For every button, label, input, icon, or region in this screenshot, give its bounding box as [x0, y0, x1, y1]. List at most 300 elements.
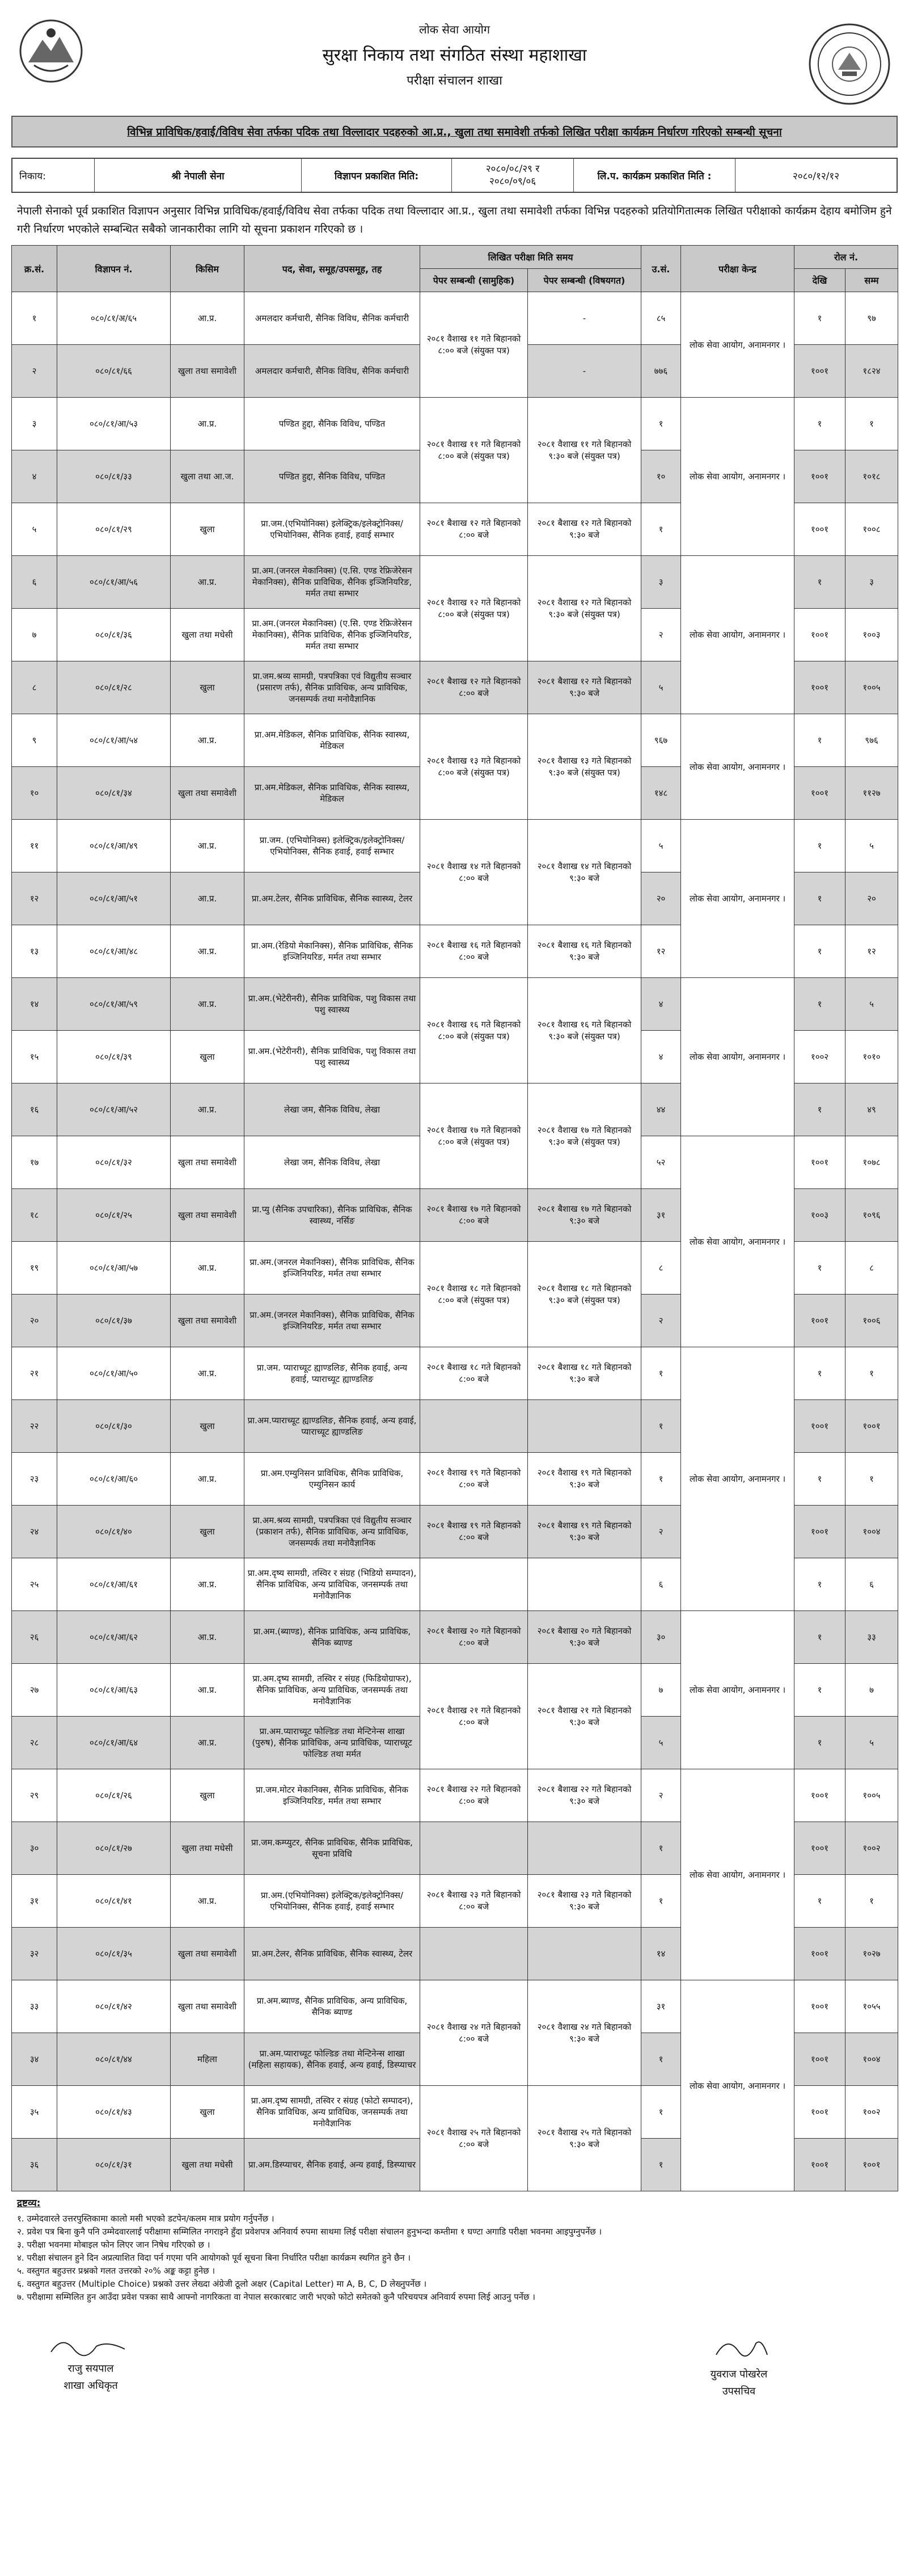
cell-candidates: १ [641, 2033, 681, 2086]
cell-center: लोक सेवा आयोग, अनामनगर । [681, 292, 794, 398]
cell-candidates: १ [641, 2086, 681, 2139]
cell-paper1: २०८१ बैशाख १८ गते बिहानको ८:०० बजे [420, 1347, 528, 1400]
prog-date-label: लि.प. कार्यक्रम प्रकाशित मिति : [574, 159, 735, 192]
cell-post: प्रा.अम.ब्याण्ड, सैनिक प्राविधिक, अन्य प्राविधिक, सैनिक ब्याण्ड [244, 1980, 420, 2033]
cell-paper2: २०८१ बैशाख २० गते बिहानको ९:३० बजे [528, 1611, 641, 1664]
cell-candidates: २ [641, 609, 681, 661]
cell-paper2: २०८१ वैशाख ११ गते बिहानको ९:३० बजे (संयुक्त पत्र) [528, 398, 641, 503]
cell-sn: ७ [12, 609, 57, 661]
cell-post: प्रा.अम.मेडिकल, सैनिक प्राविधिक, सैनिक स्वास्थ्य, मेडिकल [244, 767, 420, 820]
cell-type: आ.प्र. [171, 1242, 244, 1295]
cell-roll-from: १००१ [794, 1295, 845, 1347]
cell-type: खुला तथा समावेशी [171, 767, 244, 820]
notes-title: द्रष्टव्य: [17, 2198, 41, 2209]
cell-post: प्रा.जम.श्रव्य सामग्री, पत्रपत्रिका एवं विद्युतीय सञ्चार (प्रसारण तर्फ), सैनिक प्राविधिक, अन्य प्राविधिक, जनसम्पर्क तथा मनोवैज्ञानिक [244, 661, 420, 714]
adv-date-value [452, 159, 574, 192]
col-center: परीक्षा केन्द्र [681, 246, 794, 292]
cell-adv-no: ०८०/८१/आ/५७ [57, 1242, 171, 1295]
cell-paper2: २०८१ बैशाख १७ गते बिहानको ९:३० बजे [528, 1189, 641, 1242]
cell-paper1 [420, 1928, 528, 1980]
cell-roll-from: १००१ [794, 2033, 845, 2086]
adv-date-1: २०८०/०८/२९ र [485, 163, 540, 175]
note-item: १. उम्मेदवारले उत्तरपुस्तिकामा कालो मसी भएको डटपेन/कलम मात्र प्रयोग गर्नुपर्नेछ । [17, 2214, 274, 2224]
cell-sn: १७ [12, 1136, 57, 1189]
note-item: ५. वस्तुगत बहुउत्तर प्रश्नको गलत उत्तरको २०% अङ्क कट्टा हुनेछ । [17, 2266, 215, 2276]
cell-type: खुला तथा मधेसी [171, 2139, 244, 2191]
header-line1: लोक सेवा आयोग [418, 23, 491, 36]
cell-paper2 [528, 1400, 641, 1453]
cell-paper2 [528, 1822, 641, 1875]
note-item: ३. परीक्षा भवनमा मोबाइल फोन लिएर जान निषेध गरिएको छ । [17, 2240, 210, 2250]
cell-paper2: २०८१ बैशाख १९ गते बिहानको ९:३० बजे [528, 1506, 641, 1558]
cell-roll-to: १२ [845, 925, 898, 978]
cell-adv-no: ०८०/८१/३४ [57, 767, 171, 820]
cell-sn: २२ [12, 1400, 57, 1453]
cell-type: आ.प्र. [171, 872, 244, 925]
cell-roll-from: १००१ [794, 2086, 845, 2139]
header-line2: सुरक्षा निकाय तथा संगठित संस्था महाशाखा [322, 45, 587, 65]
cell-candidates: १ [641, 1400, 681, 1453]
cell-roll-from: १००१ [794, 661, 845, 714]
cell-center: लोक सेवा आयोग, अनामनगर । [681, 1136, 794, 1347]
cell-center: लोक सेवा आयोग, अनामनगर । [681, 1347, 794, 1611]
exam-schedule-table [11, 245, 898, 2191]
cell-roll-from: १००१ [794, 1980, 845, 2033]
table-row [12, 978, 898, 1031]
cell-sn: २० [12, 1295, 57, 1347]
cell-roll-to: ९७ [845, 292, 898, 345]
cell-roll-from: १००२ [794, 1031, 845, 1083]
cell-paper1: २०८१ वैशाख १२ गते बिहानको ८:०० बजे (संयुक्त पत्र) [420, 556, 528, 661]
cell-paper2: २०८१ वैशाख २४ गते बिहानको ९:३० बजे [528, 1980, 641, 2086]
cell-adv-no: ०८०/८१/आ/६२ [57, 1611, 171, 1664]
cell-roll-to: ५ [845, 1717, 898, 1769]
cell-sn: २५ [12, 1558, 57, 1611]
cell-type: खुला तथा मधेसी [171, 1822, 244, 1875]
header-line3: परीक्षा संचालन शाखा [407, 74, 502, 88]
cell-roll-to: ६ [845, 1558, 898, 1611]
cell-paper2: - [528, 345, 641, 398]
cell-paper2: २०८१ वैशाख १३ गते बिहानको ९:३० बजे (संयुक्त पत्र) [528, 714, 641, 820]
cell-adv-no: ०८०/८१/आ/५३ [57, 398, 171, 450]
cell-type: आ.प्र. [171, 714, 244, 767]
cell-center: लोक सेवा आयोग, अनामनगर । [681, 978, 794, 1136]
cell-roll-from: १००३ [794, 1189, 845, 1242]
col-roll-from: देखि [794, 269, 845, 292]
cell-sn: २६ [12, 1611, 57, 1664]
notice-title: विभिन्न प्राविधिक/हवाई/विविध सेवा तर्फका पदिक तथा विल्लादार पदहरुको आ.प्र., खुला तथा समावेशी तर्फको लिखित परीक्षा कार्यक्रम निर्धारण गरिएको सम्बन्धी सूचना [11, 116, 898, 147]
org-value: श्री नेपाली सेना [95, 159, 302, 192]
cell-roll-from: १००१ [794, 503, 845, 556]
cell-post: प्रा.जम.मोटर मेकानिक्स, सैनिक प्राविधिक, सैनिक इञ्जिनियरिङ, मर्मत तथा सम्भार [244, 1769, 420, 1822]
table-row [12, 1347, 898, 1400]
cell-center: लोक सेवा आयोग, अनामनगर । [681, 714, 794, 820]
cell-post: प्रा.अम.दृष्य सामग्री, तस्विर र संग्रह (फोटो सम्पादन), सैनिक प्राविधिक, अन्य प्राविधिक, जनसम्पर्क तथा मनोवैज्ञानिक [244, 2086, 420, 2139]
col-exam-time: लिखित परीक्षा मिति समय [420, 246, 641, 269]
signature-left-title: शाखा अधिकृत [64, 2380, 118, 2392]
cell-paper2: २०८१ वैशाख २१ गते बिहानको ९:३० बजे [528, 1664, 641, 1769]
cell-post: लेखा जम, सैनिक विविध, लेखा [244, 1136, 420, 1189]
cell-candidates: १ [641, 1453, 681, 1506]
cell-adv-no: ०८०/८१/आ/४९ [57, 820, 171, 872]
cell-paper1: २०८१ वैशाख १३ गते बिहानको ८:०० बजे (संयुक्त पत्र) [420, 714, 528, 820]
cell-roll-from: १००१ [794, 1506, 845, 1558]
cell-sn: १५ [12, 1031, 57, 1083]
cell-roll-to: १००३ [845, 609, 898, 661]
col-candidates: उ.सं. [641, 246, 681, 292]
cell-post: अमलदार कर्मचारी, सैनिक विविध, सैनिक कर्मचारी [244, 292, 420, 345]
cell-candidates: ४ [641, 1031, 681, 1083]
cell-roll-to: ८ [845, 1242, 898, 1295]
cell-sn: ३६ [12, 2139, 57, 2191]
table-row [12, 292, 898, 345]
cell-adv-no: ०८०/८१/४३ [57, 2086, 171, 2139]
cell-sn: १८ [12, 1189, 57, 1242]
cell-sn: ३५ [12, 2086, 57, 2139]
intro-paragraph: नेपाली सेनाको पूर्व प्रकाशित विज्ञापन अनुसार विभिन्न प्राविधिक/हवाई/विविध सेवा तर्फका पदिक तथा विल्लादार आ.प्र., खुला तथा समावेशी तर्फका विभिन्न पदहरुको प्रतियोगितात्मक लिखित परीक्षाको कार्यक्रम देहाय बमोजिम हुने गरी निर्धारण भएकोले सम्बन्धित सबैको जानकारीका लागि यो सूचना प्रकाशन गरिएको छ । [17, 205, 892, 235]
cell-candidates: ३१ [641, 1980, 681, 2033]
cell-roll-to: १००४ [845, 2033, 898, 2086]
cell-center: लोक सेवा आयोग, अनामनगर । [681, 1611, 794, 1769]
cell-sn: ८ [12, 661, 57, 714]
cell-paper1: २०८१ वैशाख २४ गते बिहानको ८:०० बजे [420, 1980, 528, 2086]
cell-roll-from: १ [794, 820, 845, 872]
cell-adv-no: ०८०/८१/४४ [57, 2033, 171, 2086]
cell-sn: ५ [12, 503, 57, 556]
cell-paper2: २०८१ बैशाख २२ गते बिहानको ९:३० बजे [528, 1769, 641, 1822]
cell-post: प्रा.जम. (एभियोनिक्स) इलेक्ट्रिक/इलेक्ट्रोनिक्स/एभियोनिक्स, सैनिक हवाई, हवाई सम्भार [244, 820, 420, 872]
cell-roll-to: ९७६ [845, 714, 898, 767]
cell-adv-no: ०८०/८१/आ/४८ [57, 925, 171, 978]
cell-adv-no: ०८०/८१/३१ [57, 2139, 171, 2191]
cell-roll-from: १००१ [794, 2139, 845, 2191]
cell-adv-no: ०८०/८१/आ/५१ [57, 872, 171, 925]
cell-post: अमलदार कर्मचारी, सैनिक विविध, सैनिक कर्मचारी [244, 345, 420, 398]
cell-paper1: २०८१ बैशाख १२ गते बिहानको ८:०० बजे [420, 503, 528, 556]
cell-candidates: १२ [641, 925, 681, 978]
cell-type: खुला [171, 1769, 244, 1822]
cell-roll-from: १ [794, 556, 845, 609]
cell-post: प्रा.अम.(भेटेरीनरी), सैनिक प्राविधिक, पशु विकास तथा पशु स्वास्थ्य [244, 1031, 420, 1083]
cell-type: खुला तथा समावेशी [171, 1295, 244, 1347]
table-row [12, 1769, 898, 1822]
cell-paper2: - [528, 292, 641, 345]
cell-type: आ.प्र. [171, 820, 244, 872]
cell-type: खुला तथा समावेशी [171, 1189, 244, 1242]
cell-roll-to: ३ [845, 556, 898, 609]
cell-roll-to: १००६ [845, 1295, 898, 1347]
cell-type: खुला तथा आ.ज. [171, 450, 244, 503]
header-text [11, 22, 898, 88]
cell-roll-to: ७ [845, 1664, 898, 1717]
cell-candidates: २० [641, 872, 681, 925]
cell-candidates: ५ [641, 661, 681, 714]
notice-page [11, 11, 898, 2423]
cell-adv-no: ०८०/८१/४१ [57, 1875, 171, 1928]
adv-date-label: विज्ञापन प्रकाशित मिति: [302, 159, 452, 192]
cell-candidates: १० [641, 450, 681, 503]
cell-paper2: २०८१ बैशाख १८ गते बिहानको ९:३० बजे [528, 1347, 641, 1400]
cell-type: खुला [171, 2086, 244, 2139]
cell-sn: १२ [12, 872, 57, 925]
cell-type: खुला [171, 1031, 244, 1083]
cell-paper1: २०८१ वैशाख ११ गते बिहानको ८:०० बजे (संयुक्त पत्र) [420, 292, 528, 398]
cell-roll-to: १०२७ [845, 1928, 898, 1980]
col-post: पद, सेवा, समूह/उपसमूह, तह [244, 246, 420, 292]
cell-roll-to: १००८ [845, 503, 898, 556]
cell-candidates: ५ [641, 820, 681, 872]
cell-roll-to: १०१८ [845, 450, 898, 503]
cell-adv-no: ०८०/८१/३२ [57, 1136, 171, 1189]
table-row [12, 398, 898, 450]
cell-adv-no: ०८०/८१/२९ [57, 503, 171, 556]
table-row [12, 1611, 898, 1664]
cell-roll-to: १०१० [845, 1031, 898, 1083]
cell-post: प्रा.जम. प्याराच्यूट ह्याण्डलिङ, सैनिक हवाई, अन्य हवाई, प्याराच्यूट ह्याण्डलिङ [244, 1347, 420, 1400]
cell-adv-no: ०८०/८१/३९ [57, 1031, 171, 1083]
cell-adv-no: ०८०/८१/२६ [57, 1769, 171, 1822]
note-item: ६. वस्तुगत बहुउत्तर (Multiple Choice) प्रश्नको उत्तर लेख्दा अंग्रेजी ठूलो अक्षर (Capital Letter) मा A, B, C, D लेख्नुपर्नेछ । [17, 2279, 427, 2289]
cell-candidates: ७७६ [641, 345, 681, 398]
cell-candidates: १ [641, 398, 681, 450]
cell-paper1: २०८१ बैशाख २३ गते बिहानको ८:०० बजे [420, 1875, 528, 1928]
cell-candidates: १ [641, 2139, 681, 2191]
table-body [12, 292, 898, 2191]
cell-roll-from: १००१ [794, 1136, 845, 1189]
cell-type: खुला [171, 1400, 244, 1453]
cell-post: प्रा.अम.(भेटेरीनरी), सैनिक प्राविधिक, पशु विकास तथा पशु स्वास्थ्य [244, 978, 420, 1031]
cell-post: प्रा.अम.(जनरल मेकानिक्स) (ए.सि. एण्ड रेफ्रिजेरेसन मेकानिक्स), सैनिक प्राविधिक, सैनिक इञ्जिनियरिङ, मर्मत तथा सम्भार [244, 609, 420, 661]
cell-post: प्रा.अम.दृष्य सामग्री, तस्विर र संग्रह (भिडियो सम्पादन), सैनिक प्राविधिक, अन्य प्राविधिक, जनसम्पर्क तथा मनोवैज्ञानिक [244, 1558, 420, 1611]
cell-paper1: २०८१ बैशाख २० गते बिहानको ८:०० बजे [420, 1611, 528, 1664]
signature-right-icon [694, 2332, 784, 2366]
cell-adv-no: ०८०/८१/२५ [57, 1189, 171, 1242]
cell-roll-to: ४९ [845, 1083, 898, 1136]
cell-type: आ.प्र. [171, 1083, 244, 1136]
cell-paper2: २०८१ वैशाख १८ गते बिहानको ९:३० बजे (संयुक्त पत्र) [528, 1242, 641, 1347]
cell-roll-to: १००४ [845, 1506, 898, 1558]
cell-type: आ.प्र. [171, 1558, 244, 1611]
cell-sn: १३ [12, 925, 57, 978]
cell-sn: ११ [12, 820, 57, 872]
cell-roll-from: १ [794, 872, 845, 925]
signatures [11, 2309, 898, 2423]
cell-sn: १४ [12, 978, 57, 1031]
cell-candidates: ३१ [641, 1189, 681, 1242]
cell-sn: ३० [12, 1822, 57, 1875]
cell-paper2 [528, 1558, 641, 1611]
cell-post: प्रा.अम.टेलर, सैनिक प्राविधिक, सैनिक स्वास्थ्य, टेलर [244, 1928, 420, 1980]
cell-paper1: २०८१ बैशाख २२ गते बिहानको ८:०० बजे [420, 1769, 528, 1822]
cell-post: प्रा.जम.कम्प्युटर, सैनिक प्राविधिक, सैनिक प्राविधिक, सूचना प्रविधि [244, 1822, 420, 1875]
cell-adv-no: ०८०/८१/आ/५६ [57, 556, 171, 609]
cell-sn: २३ [12, 1453, 57, 1506]
meta-row [11, 158, 898, 193]
cell-sn: १० [12, 767, 57, 820]
cell-center: लोक सेवा आयोग, अनामनगर । [681, 820, 794, 978]
cell-roll-from: १ [794, 398, 845, 450]
cell-candidates: २ [641, 1769, 681, 1822]
cell-adv-no: ०८०/८१/३० [57, 1400, 171, 1453]
cell-paper2: २०८१ वैशाख १२ गते बिहानको ९:३० बजे (संयुक्त पत्र) [528, 556, 641, 661]
cell-paper1: २०८१ वैशाख २१ गते बिहानको ८:०० बजे [420, 1664, 528, 1769]
note-item: २. प्रवेश पत्र बिना कुनै पनि उम्मेदवारलाई परीक्षामा सम्मिलित नगराइने हुँदा प्रवेशपत्र अनिवार्य रुपमा साथमा लिई परीक्षा संचालन हुनुभन्दा कम्तीमा १ घण्टा अगाडि परीक्षा भवनमा आइपुग्नुपर्नेछ । [17, 2227, 602, 2237]
cell-paper1: २०८१ बैशाख १७ गते बिहानको ८:०० बजे [420, 1189, 528, 1242]
cell-roll-to: १ [845, 398, 898, 450]
cell-adv-no: ०८०/८१/आ/६३ [57, 1664, 171, 1717]
cell-paper2: २०८१ बैशाख १२ गते बिहानको ९:३० बजे [528, 503, 641, 556]
cell-type: आ.प्र. [171, 556, 244, 609]
cell-roll-from: १ [794, 1717, 845, 1769]
cell-candidates: ८५ [641, 292, 681, 345]
cell-roll-to: १००२ [845, 2086, 898, 2139]
cell-candidates: ६ [641, 1558, 681, 1611]
cell-candidates: १४ [641, 1928, 681, 1980]
cell-type: आ.प्र. [171, 1664, 244, 1717]
cell-center: लोक सेवा आयोग, अनामनगर । [681, 556, 794, 714]
cell-post: प्रा.अम.श्रव्य सामग्री, पत्रपत्रिका एवं विद्युतीय सञ्चार (प्रकाशन तर्फ), सैनिक प्राविधिक, अन्य प्राविधिक, जनसम्पर्क तथा मनोवैज्ञानिक [244, 1506, 420, 1558]
cell-type: आ.प्र. [171, 398, 244, 450]
cell-adv-no: ०८०/८१/२७ [57, 1822, 171, 1875]
cell-type: खुला तथा मधेसी [171, 609, 244, 661]
cell-roll-to: १ [845, 1347, 898, 1400]
cell-post: प्रा.अम.दृष्य सामग्री, तस्विर र संग्रह (फिडियोग्राफर), सैनिक प्राविधिक, अन्य प्राविधिक, जनसम्पर्क तथा मनोवैज्ञानिक [244, 1664, 420, 1717]
signature-right-title: उपसचिव [722, 2385, 756, 2397]
cell-roll-to: २० [845, 872, 898, 925]
cell-type: आ.प्र. [171, 1453, 244, 1506]
cell-roll-from: १००१ [794, 1769, 845, 1822]
cell-roll-from: १ [794, 1664, 845, 1717]
table-row [12, 556, 898, 609]
cell-adv-no: ०८०/८१/३६ [57, 609, 171, 661]
signature-right-name: युवराज पोखरेल [710, 2368, 768, 2380]
cell-post: पण्डित हुद्दा, सैनिक विविध, पण्डित [244, 450, 420, 503]
cell-candidates: ५ [641, 1717, 681, 1769]
cell-paper1: २०८१ बैशाख १९ गते बिहानको ८:०० बजे [420, 1506, 528, 1558]
cell-post: प्रा.अम.टेलर, सैनिक प्राविधिक, सैनिक स्वास्थ्य, टेलर [244, 872, 420, 925]
cell-candidates: १ [641, 1875, 681, 1928]
cell-paper1: २०८१ बैशाख १६ गते बिहानको ८:०० बजे [420, 925, 528, 978]
cell-center: लोक सेवा आयोग, अनामनगर । [681, 1980, 794, 2191]
cell-candidates: २ [641, 1506, 681, 1558]
cell-type: महिला [171, 2033, 244, 2086]
cell-adv-no: ०८०/८१/३३ [57, 450, 171, 503]
table-row [12, 820, 898, 872]
cell-roll-from: १ [794, 1558, 845, 1611]
cell-roll-to: १००१ [845, 2139, 898, 2191]
cell-post: प्रा.अम.मेडिकल, सैनिक प्राविधिक, सैनिक स्वास्थ्य, मेडिकल [244, 714, 420, 767]
cell-roll-to: १००५ [845, 661, 898, 714]
cell-paper1 [420, 1400, 528, 1453]
cell-roll-from: १ [794, 925, 845, 978]
cell-paper1: २०८१ वैशाख १९ गते बिहानको ८:०० बजे [420, 1453, 528, 1506]
cell-post: प्रा.अम.(ब्याण्ड), सैनिक प्राविधिक, अन्य प्राविधिक, सैनिक ब्याण्ड [244, 1611, 420, 1664]
cell-post: प्रा.अम.प्याराच्यूट फोल्डिङ तथा मेन्टिनेन्स शाखा (पुरुष), सैनिक प्राविधिक, अन्य प्राविधिक, प्याराच्यूट फोल्डिङ तथा मर्मत [244, 1717, 420, 1769]
cell-roll-from: १ [794, 714, 845, 767]
notes-list [17, 2212, 892, 2304]
cell-adv-no: ०८०/८१/२८ [57, 661, 171, 714]
cell-sn: ३१ [12, 1875, 57, 1928]
cell-post: लेखा जम, सैनिक विविध, लेखा [244, 1083, 420, 1136]
cell-sn: २७ [12, 1664, 57, 1717]
cell-sn: ४ [12, 450, 57, 503]
cell-type: आ.प्र. [171, 1717, 244, 1769]
table-row [12, 1980, 898, 2033]
cell-type: खुला तथा समावेशी [171, 1980, 244, 2033]
cell-candidates: १ [641, 503, 681, 556]
cell-roll-to: १०७८ [845, 1136, 898, 1189]
cell-candidates: १ [641, 1347, 681, 1400]
cell-type: खुला तथा समावेशी [171, 1928, 244, 1980]
cell-post: प्रा.अम.(एभियोनिक्स) इलेक्ट्रिक/इलेक्ट्रोनिक्स/एभियोनिक्स, सैनिक हवाई, हवाई सम्भार [244, 1875, 420, 1928]
prog-date-value: २०८०/१२/१२ [792, 170, 840, 182]
col-adv-no: विज्ञापन नं. [57, 246, 171, 292]
cell-type: खुला [171, 503, 244, 556]
cell-candidates: ७ [641, 1664, 681, 1717]
cell-post: प्रा.अम.डिस्प्याचर, सैनिक हवाई, अन्य हवाई, डिस्प्याचर [244, 2139, 420, 2191]
cell-roll-to: १०९६ [845, 1189, 898, 1242]
signature-left [45, 2332, 136, 2394]
cell-roll-from: १ [794, 1453, 845, 1506]
cell-roll-to: १०५५ [845, 1980, 898, 2033]
cell-adv-no: ०८०/८१/आ/५९ [57, 978, 171, 1031]
note-item: ४. परीक्षा संचालन हुने दिन अप्रत्याशित विदा पर्न गएमा पनि आयोगको पूर्व सूचना बिना निर्धारित परीक्षा कार्यक्रम स्थगित हुने छैन । [17, 2253, 411, 2263]
cell-paper2: २०८१ वैशाख १९ गते बिहानको ९:३० बजे [528, 1453, 641, 1506]
cell-adv-no: ०८०/८१/आ/५० [57, 1347, 171, 1400]
cell-adv-no: ०८०/८१/आ/५२ [57, 1083, 171, 1136]
cell-paper2: २०८१ बैशाख १६ गते बिहानको ९:३० बजे [528, 925, 641, 978]
cell-sn: १ [12, 292, 57, 345]
cell-paper1 [420, 1822, 528, 1875]
cell-candidates: ३० [641, 1611, 681, 1664]
cell-roll-to: ३३ [845, 1611, 898, 1664]
cell-roll-from: १००१ [794, 609, 845, 661]
cell-post: प्रा.अम.प्याराच्यूट ह्याण्डलिङ, सैनिक हवाई, अन्य हवाई, प्याराच्यूट ह्याण्डलिङ [244, 1400, 420, 1453]
signature-left-name: राजु सयपाल [67, 2363, 114, 2375]
cell-sn: १६ [12, 1083, 57, 1136]
cell-paper1: २०८१ वैशाख १७ गते बिहानको ८:०० बजे (संयुक्त पत्र) [420, 1083, 528, 1189]
cell-sn: ३२ [12, 1928, 57, 1980]
col-sn: क्र.सं. [12, 246, 57, 292]
cell-adv-no: ०८०/८१/३७ [57, 1295, 171, 1347]
cell-post: पण्डित हुद्दा, सैनिक विविध, पण्डित [244, 398, 420, 450]
cell-candidates: ९६७ [641, 714, 681, 767]
cell-paper2: २०८१ वैशाख २५ गते बिहानको ९:३० बजे [528, 2086, 641, 2191]
cell-post: प्रा.अम.(जनरल मेकानिक्स), सैनिक प्राविधिक, सैनिक इञ्जिनियरिङ, मर्मत तथा सम्भार [244, 1242, 420, 1295]
cell-candidates: ५२ [641, 1136, 681, 1189]
cell-roll-to: १००५ [845, 1769, 898, 1822]
cell-paper2: २०८१ बैशाख २३ गते बिहानको ९:३० बजे [528, 1875, 641, 1928]
cell-adv-no: ०८०/८१/आ/५४ [57, 714, 171, 767]
cell-center: लोक सेवा आयोग, अनामनगर । [681, 1769, 794, 1980]
cell-adv-no: ०८०/८१/आ/६० [57, 1453, 171, 1506]
cell-roll-from: १००१ [794, 450, 845, 503]
cell-type: खुला तथा समावेशी [171, 345, 244, 398]
col-roll: रोल नं. [794, 246, 898, 269]
cell-candidates: ४ [641, 978, 681, 1031]
cell-paper2 [528, 1928, 641, 1980]
cell-post: प्रा.अम.(जनरल मेकानिक्स) (ए.सि. एण्ड रेफ्रिजेरेसन मेकानिक्स), सैनिक प्राविधिक, सैनिक इञ्जिनियरिङ, मर्मत तथा सम्भार [244, 556, 420, 609]
cell-roll-to: १ [845, 1875, 898, 1928]
cell-roll-to: १८२४ [845, 345, 898, 398]
cell-adv-no: ०८०/८१/अ/६५ [57, 292, 171, 345]
cell-roll-to: १००१ [845, 1400, 898, 1453]
cell-candidates: ३ [641, 556, 681, 609]
cell-roll-from: १ [794, 978, 845, 1031]
cell-roll-from: १ [794, 1347, 845, 1400]
cell-paper1: २०८१ बैशाख १२ गते बिहानको ८:०० बजे [420, 661, 528, 714]
cell-roll-from: १००१ [794, 1928, 845, 1980]
